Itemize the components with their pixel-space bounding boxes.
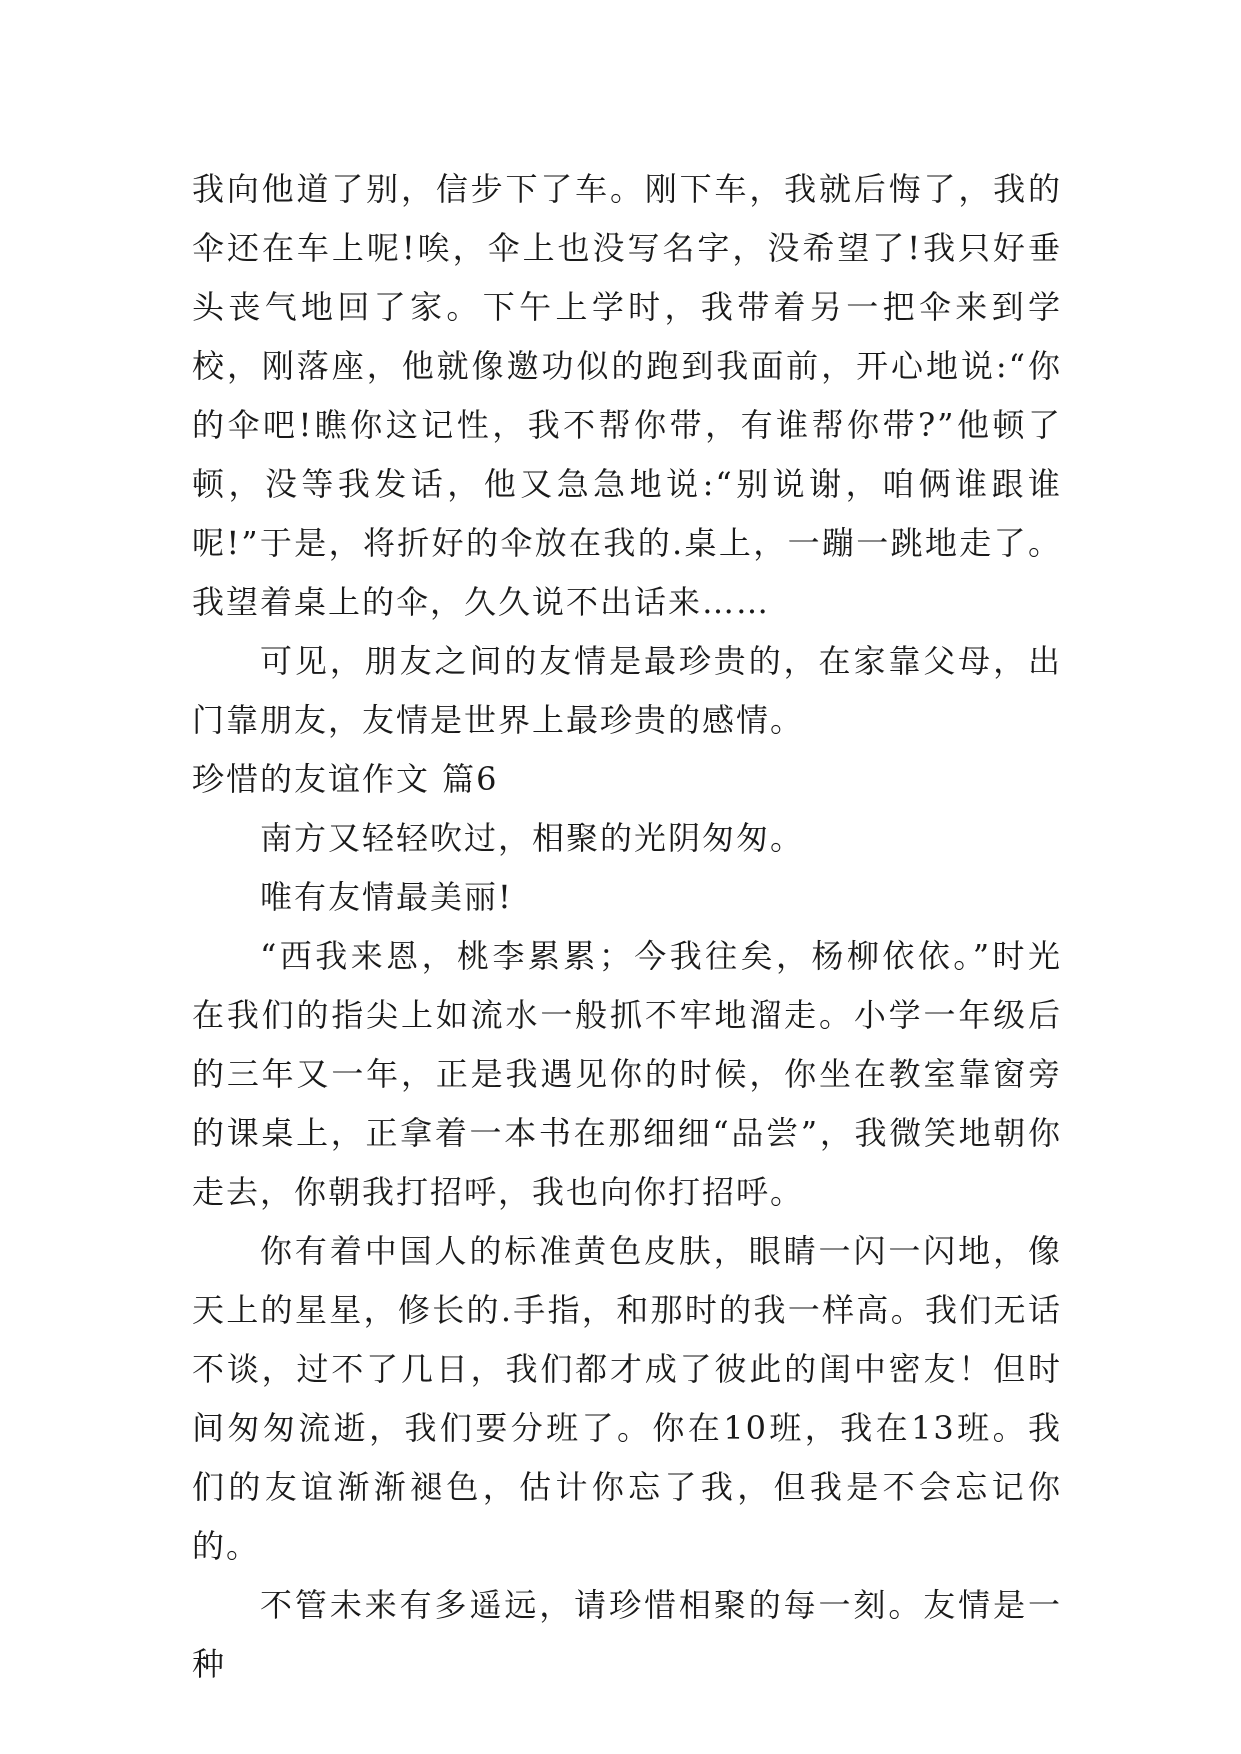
paragraph-2: 可见，朋友之间的友情是最珍贵的，在家靠父母，出门靠朋友，友情是世界上最珍贵的感情。 [192, 642, 1062, 739]
paragraph-1: 我向他道了别，信步下了车。刚下车，我就后悔了，我的伞还在车上呢!唉，伞上也没写名字，没希望了!我只好垂头丧气地回了家。下午上学时，我带着另一把伞来到学校，刚落座，他就像邀功似的跑到我面前，开心地说:“你的伞吧!瞧你这记性，我不帮你带，有谁帮你带?”他顿了顿，没等我发话，他又急急地说:“别说谢，咱俩谁跟谁呢!”于是，将折好的伞放在我的.桌上，一蹦一跳地走了。我望着桌上的伞，久久说不出话来…… [192, 170, 1062, 621]
document-body [192, 160, 1062, 1694]
paragraph-3: 南方又轻轻吹过，相聚的光阴匆匆。 [260, 819, 805, 857]
paragraph-5: “西我来恩，桃李累累；今我往矣，杨柳依依。”时光在我们的指尖上如流水一般抓不牢地溜走。小学一年级后的三年又一年，正是我遇见你的时候，你坐在教室靠窗旁的课桌上，正拿着一本书在那细细“品尝”，我微笑地朝你走去，你朝我打招呼，我也向你打招呼。 [192, 937, 1062, 1211]
paragraph-4: 唯有友情最美丽! [260, 878, 513, 916]
paragraph-6: 你有着中国人的标准黄色皮肤，眼睛一闪一闪地，像天上的星星，修长的.手指，和那时的我一样高。我们无话不谈，过不了几日，我们都才成了彼此的闺中密友！但时间匆匆流逝，我们要分班了。你在10班，我在13班。我们的友谊渐渐褪色，估计你忘了我，但我是不会忘记你的。 [192, 1232, 1062, 1565]
section-heading: 珍惜的友谊作文 篇6 [192, 760, 499, 798]
paragraph-7: 不管未来有多遥远，请珍惜相聚的每一刻。友情是一种 [192, 1586, 1062, 1683]
